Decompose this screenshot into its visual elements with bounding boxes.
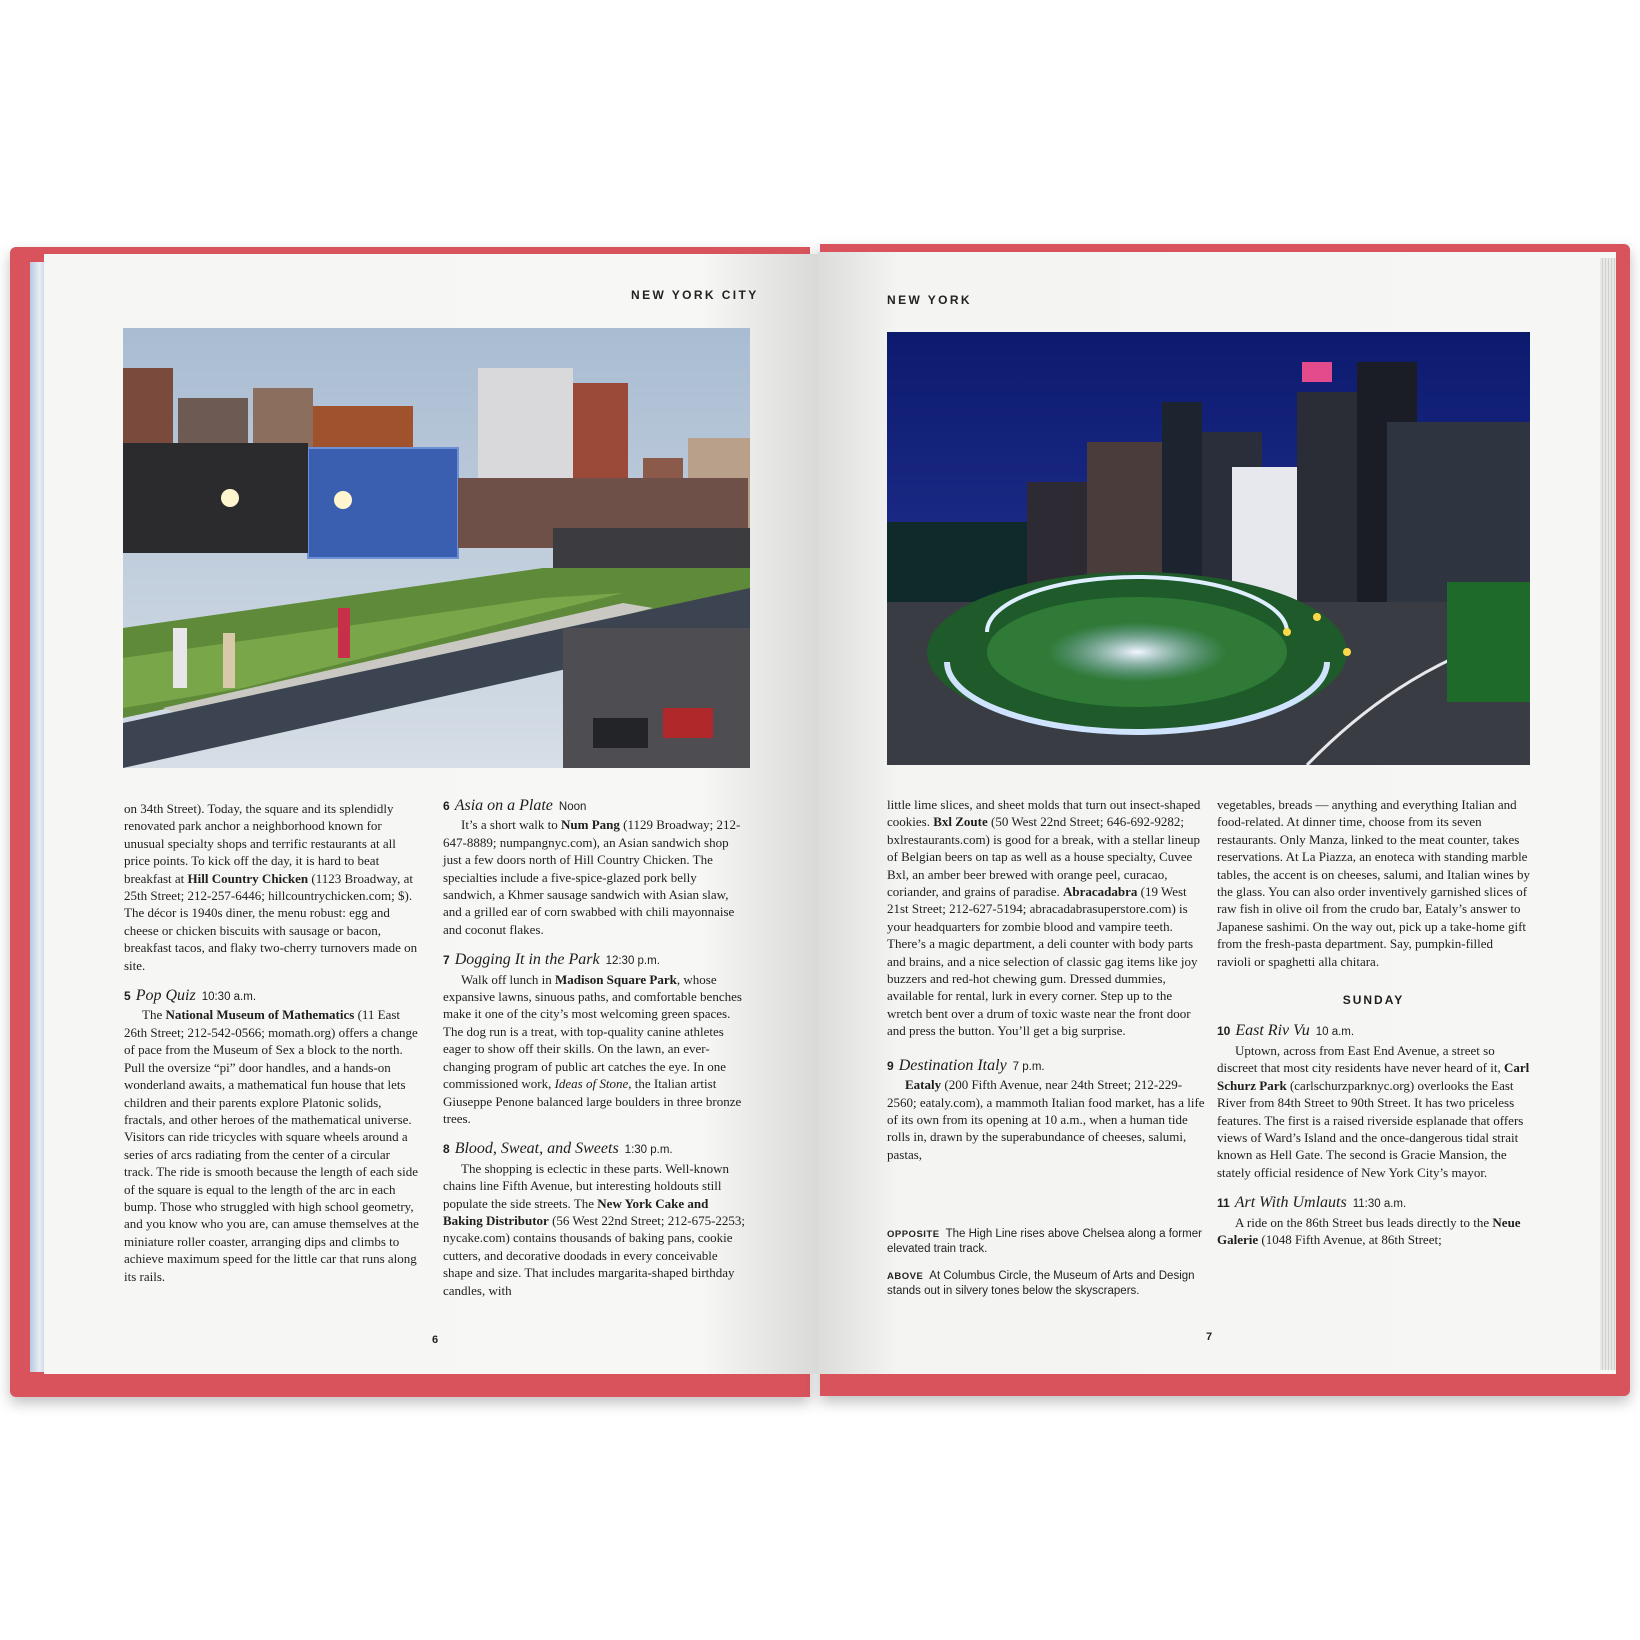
- entry-title: Art With Umlauts: [1234, 1194, 1347, 1212]
- entry-body: [443, 1160, 750, 1299]
- page-number-left: 6: [432, 1334, 439, 1346]
- caption-label: ABOVE: [887, 1271, 924, 1282]
- entry-time: Noon: [558, 801, 587, 813]
- entry-time: 10:30 a.m.: [201, 991, 257, 1004]
- bold-run: Carl Schurz Park: [1217, 1060, 1530, 1093]
- bold-run: Neue Galerie: [1217, 1214, 1521, 1247]
- text-run: The shopping is eclectic in these parts. Well-known chains line Fifth Avenue, but interesting holdouts still populate the side streets. The: [443, 1160, 730, 1211]
- entry-number: 6: [443, 799, 450, 813]
- text-run: (1123 Broadway, at 25th Street; 212-257-6446; hillcountrychicken.com; $). The décor is 1940s diner, the menu robust: egg and cheese or chicken biscuits with sausage or bacon, breakfast tacos, and flaky two-cherry turnovers made on site.: [124, 870, 418, 973]
- caption-label: OPPOSITE: [887, 1229, 940, 1240]
- text-run: It’s a short walk to: [461, 817, 562, 833]
- entry-5: [124, 987, 420, 1285]
- caption-text: The High Line rises above Chelsea along a former elevated train track.: [887, 1228, 1202, 1255]
- entry-6: [443, 797, 750, 938]
- bold-run: Num Pang: [561, 817, 620, 833]
- entry-number: 9: [887, 1058, 894, 1073]
- entry-time: 12:30 p.m.: [605, 955, 660, 968]
- bold-run: Madison Square Park: [555, 971, 677, 987]
- high-line-photo: [123, 328, 750, 768]
- running-head-right: NEW YORK: [887, 293, 972, 307]
- page-edges-right: [1600, 258, 1616, 1370]
- photo-captions: [887, 1227, 1205, 1311]
- entry-number: 11: [1217, 1196, 1230, 1211]
- text-run: Uptown, across from East End Avenue, a street so discreet that most city residents have never heard of it,: [1217, 1042, 1504, 1076]
- right-page-column-2: [1217, 796, 1530, 1248]
- caption-opposite: [887, 1227, 1205, 1257]
- caption-text: At Columbus Circle, the Museum of Arts and Design stands out in silvery tones below the skyscrapers.: [887, 1270, 1195, 1297]
- entry-number: 5: [124, 989, 131, 1004]
- text-run: A ride on the 86th Street bus leads directly to the: [1235, 1214, 1493, 1230]
- entry-title: Asia on a Plate: [454, 797, 553, 814]
- text-run: The: [142, 1007, 166, 1023]
- left-page-column-2: [443, 797, 750, 1299]
- text-run: (56 West 22nd Street; 212-675-2253; nycake.com) contains thousands of baking pans, cookie cutters, and decorative doodads in every conceivable shape and size. That includes margarita-shaped birthday candles, with: [443, 1212, 746, 1298]
- intro-paragraph: [1217, 796, 1530, 970]
- entry-11: [1217, 1194, 1530, 1248]
- text-run: on 34th Street). Today, the square and its splendidly renovated park anchor a neighborhood known for unusual specialty shops and terrific restaurants at all price points. To kick off the day, it is hard to beat breakfast at: [124, 801, 396, 886]
- bold-run: Hill Country Chicken: [187, 870, 309, 886]
- bold-run: Bxl Zoute: [933, 814, 988, 830]
- entry-title: Pop Quiz: [135, 987, 196, 1005]
- entry-body: [1217, 1042, 1530, 1181]
- entry-9: [887, 1057, 1205, 1163]
- entry-title: East Riv Vu: [1235, 1022, 1310, 1040]
- text-run: (200 Fifth Avenue, near 24th Street; 212-229-2560; eataly.com), a mammoth Italian food market, has a life of its own from its opening at 10 a.m., when a human tide rolls in, drawn by the superabundance of cheeses, salumi, pastas,: [887, 1077, 1205, 1162]
- bold-run: Abracadabra: [1063, 884, 1138, 900]
- left-page-column-1: [124, 800, 420, 1285]
- right-page-column-1: [887, 796, 1205, 1163]
- intro-paragraph: [887, 796, 1205, 1040]
- text-run: Walk off lunch in: [461, 971, 556, 987]
- text-run: little lime slices, and sheet molds that turn out insect-shaped cookies.: [887, 797, 1201, 830]
- entry-time: 7 p.m.: [1012, 1060, 1045, 1073]
- text-run: , whose expansive lawns, sinuous paths, and comfortable benches make it one of the city’s most welcoming green spaces. The dog run is a treat, with top-quality canine athletes eager to show off their skills. On the lawn, an ever-changing program of public art catches the eye. In one commissioned work,: [443, 971, 742, 1092]
- entry-body: [443, 816, 750, 938]
- columbus-circle-photo: [887, 332, 1530, 765]
- entry-7: [443, 951, 750, 1127]
- text-run: vegetables, breads — anything and everything Italian and food-related. At dinner time, choose from its seven restaurants. Only Manza, linked to the meat counter, takes reservations. At La Piazza, an enoteca with standing marble tables, the accent is on cheeses, salumi, and Italian wines by the glass. You can also order inventively garnished slices of raw fish in olive oil from the crudo bar, Eataly’s answer to Japanese sashimi. On the way out, pick up a take-home gift from the fresh-pasta department. Say, pumpkin-filled ravioli or spaghetti alla chitara.: [1217, 797, 1530, 969]
- italic-run: Ideas of Stone: [554, 1076, 629, 1092]
- entry-body: [887, 1076, 1205, 1163]
- entry-title: Dogging It in the Park: [454, 951, 600, 969]
- entry-title: Blood, Sweat, and Sweets: [454, 1140, 619, 1158]
- bold-run: National Museum of Mathematics: [165, 1007, 355, 1023]
- text-run: (19 West 21st Street; 212-627-5194; abracadabrasuperstore.com) is your headquarters for zombie blood and vampire teeth. There’s a magic department, a deli counter with body parts and brains, and a nice selection of classic gag items like joy buzzers and red-hot chewing gum. Dressed dummies, available for rental, lurk in every corner. Step up to the wretch bent over a drum of toxic waste near the front door and press the button. You’ll get a big surprise.: [887, 884, 1198, 1039]
- entry-time: 11:30 a.m.: [1352, 1198, 1407, 1211]
- text-run: , the Italian artist Giuseppe Penone balanced large boulders in three bronze trees.: [443, 1076, 742, 1126]
- entry-time: 10 a.m.: [1315, 1026, 1355, 1039]
- text-run: (carlschurzparknyc.org) overlooks the East River from 84th Street to 90th Street. It has two priceless features. The first is a raised riverside esplanade that offers views of Ward’s Island and the once-dangerous tidal strait known as Hell Gate. The second is Gracie Mansion, the stately official residence of New York City’s mayor.: [1217, 1077, 1524, 1180]
- entry-title: Destination Italy: [898, 1056, 1007, 1074]
- entry-number: 7: [443, 953, 450, 968]
- entry-time: 1:30 p.m.: [624, 1144, 673, 1157]
- text-run: (11 East 26th Street; 212-542-0566; momath.org) offers a change of pace from the Museum of Sex a block to the north. Pull the oversize “pi” door handles, and a hands-on wonderland awaits, a mathematical fun house that lets children and their parents explore Platonic solids, fractals, and other heroes of the mathematical universe. Visitors can ride tricycles with square wheels around a series of arcs radiating from the center of a circular track. The ride is smooth because the length of each side of the square is equal to the length of the arc in each bump. Those who struggled with high school geometry, and you know who you are, can amuse themselves at the miniature roller coaster, arranging dips and climbs to achieve maximum speed for the little car that runs along its rails.: [124, 1007, 419, 1284]
- entry-body: [443, 971, 750, 1128]
- page-number-right: 7: [1206, 1331, 1213, 1343]
- running-head-left: NEW YORK CITY: [631, 288, 759, 302]
- text-run: (50 West 22nd Street; 646-692-9282; bxlrestaurants.com) is good for a break, with a stellar lineup of Belgian beers on tap as well as a house specialty, Cuvee Bxl, an amber beer brewed with orange peel, curacao, coriander, and grains of paradise.: [887, 814, 1200, 900]
- entry-body: [124, 1006, 420, 1285]
- entry-number: 8: [443, 1142, 450, 1157]
- text-run: (1129 Broadway; 212-647-8889; numpangnyc.com), an Asian sandwich shop just a few doors north of Hill Country Chicken. The specialties include a five-spice-glazed pork belly sandwich, a Khmer sausage sandwich with Asian slaw, and a grilled ear of corn swabbed with chili mayonnaise and coconut flakes.: [443, 817, 741, 937]
- caption-above: [887, 1269, 1205, 1299]
- entry-8: [443, 1140, 750, 1299]
- bold-run: New York Cake and Baking Distributor: [443, 1195, 709, 1228]
- entry-body: [1217, 1214, 1530, 1249]
- section-heading-sunday: SUNDAY: [1342, 993, 1405, 1008]
- entry-10: [1217, 1022, 1530, 1181]
- bold-run: Eataly: [905, 1077, 942, 1093]
- intro-paragraph: [124, 800, 420, 974]
- text-run: (1048 Fifth Avenue, at 86th Street;: [1258, 1231, 1442, 1247]
- entry-number: 10: [1217, 1024, 1231, 1039]
